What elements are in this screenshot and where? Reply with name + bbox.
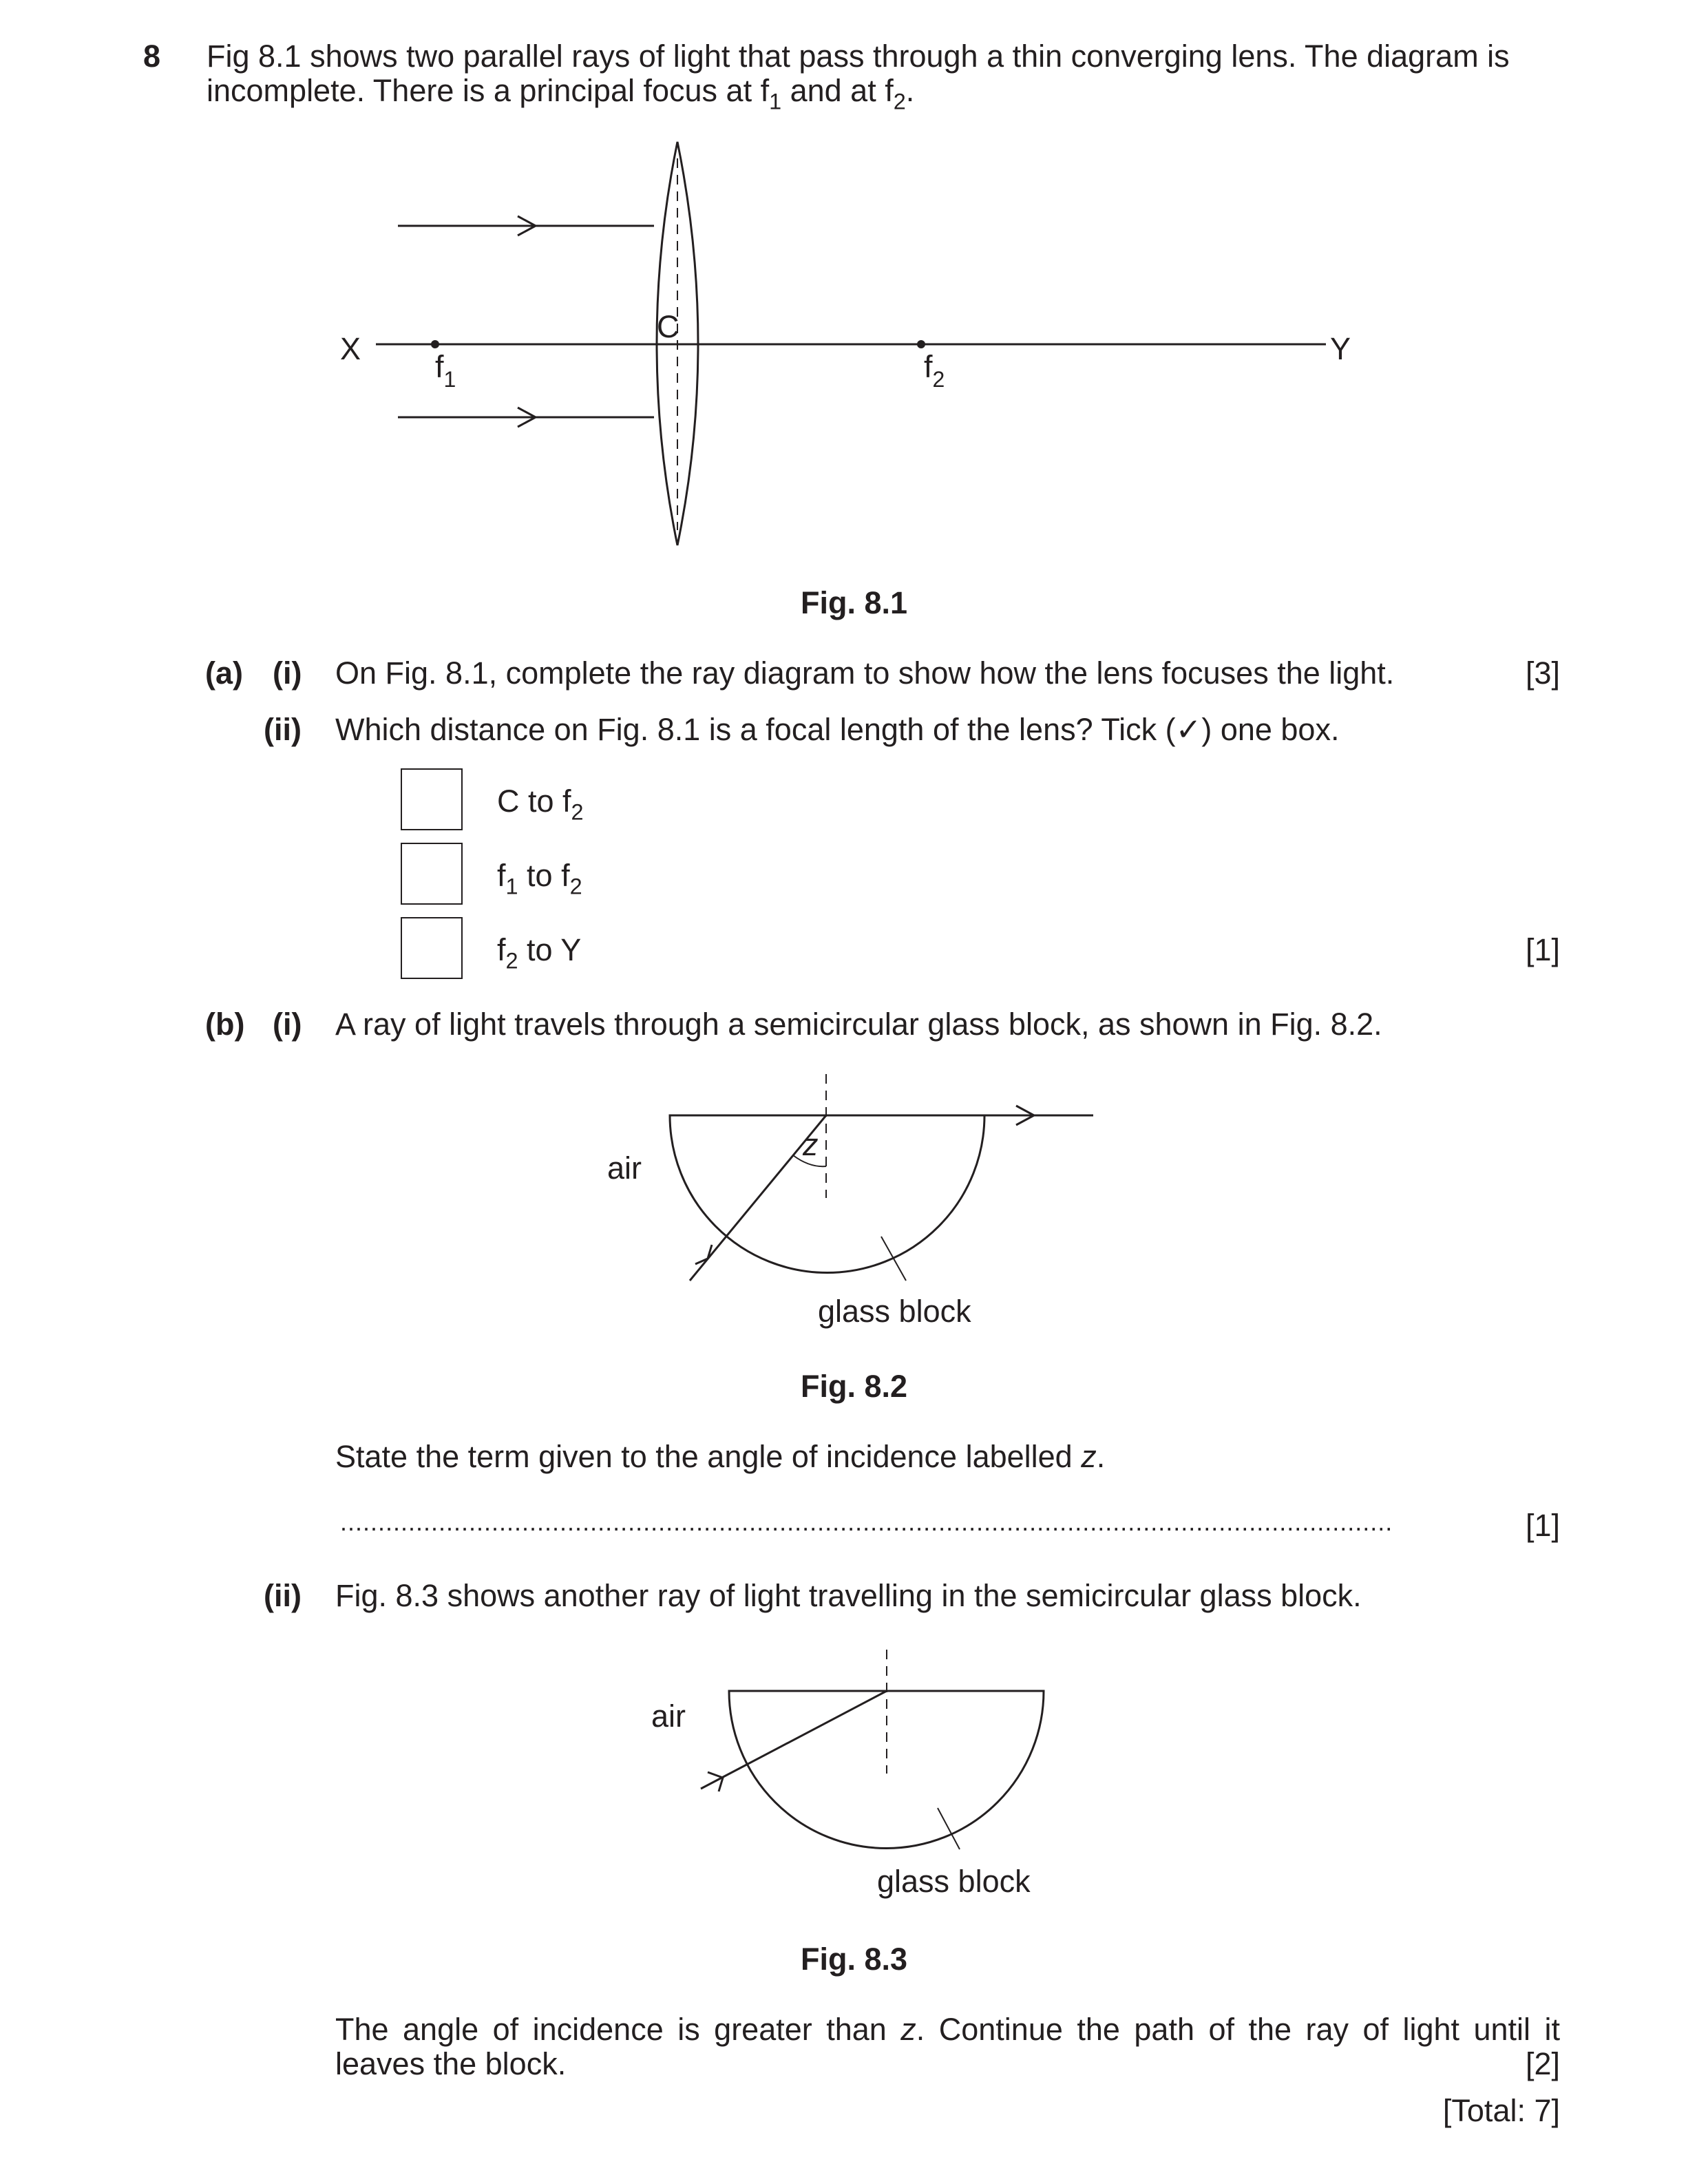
intro-line-1: Fig 8.1 shows two parallel rays of light that pass through a thin converging lens. The diagram is bbox=[207, 39, 1510, 74]
question-number: 8 bbox=[143, 39, 161, 74]
focus-point-f1 bbox=[431, 340, 439, 348]
answer-line[interactable]: ........................................................................................................................................... bbox=[340, 1508, 1393, 1536]
option-c-to-f2: C to $f_2$ bbox=[497, 784, 584, 825]
label-y: Y bbox=[1330, 331, 1351, 366]
part-b-ii-final-line-1: The angle of incidence is greater than z. Continue the path of the ray of light until it bbox=[335, 2012, 1561, 2047]
label-air-1: air bbox=[607, 1150, 642, 1186]
part-a-i-label: (i) bbox=[273, 655, 302, 691]
tickbox-f1-to-f2[interactable] bbox=[401, 843, 463, 905]
lens-diagram[interactable] bbox=[0, 0, 1708, 592]
label-z: z bbox=[803, 1127, 819, 1162]
part-a-i-mark: [3] bbox=[1525, 655, 1560, 691]
intro-line-2: incomplete. There is a principal focus at $f_1$ and at $f_2$. bbox=[207, 73, 915, 114]
part-a-label: (a) bbox=[205, 655, 243, 691]
part-b-ii-label: (ii) bbox=[264, 1578, 302, 1613]
fig-8-1-caption: Fig. 8.1 bbox=[800, 585, 908, 620]
fig-8-3-caption: Fig. 8.3 bbox=[800, 1942, 908, 1977]
tickbox-f2-to-y[interactable] bbox=[401, 917, 463, 979]
glass-block-pointer-2 bbox=[938, 1808, 960, 1849]
focus-point-f2 bbox=[917, 340, 925, 348]
label-glass-block-1: glass block bbox=[818, 1294, 971, 1329]
part-a-ii-mark: [1] bbox=[1525, 932, 1560, 967]
label-glass-block-2: glass block bbox=[877, 1864, 1031, 1899]
label-f1: $f_1$ bbox=[435, 349, 456, 392]
option-f2-to-y: $f_2$ to Y bbox=[497, 932, 582, 974]
part-b-i-mark: [1] bbox=[1525, 1508, 1560, 1543]
incident-ray-arrow-1 bbox=[695, 1245, 712, 1264]
label-x: X bbox=[340, 331, 361, 366]
glass-block-diagram-2 bbox=[0, 1632, 1708, 1907]
total-marks: [Total: 7] bbox=[1442, 2093, 1560, 2128]
glass-block-pointer-1 bbox=[881, 1237, 906, 1281]
part-b-i-question: State the term given to the angle of incidence labelled z. bbox=[335, 1439, 1106, 1474]
label-air-2: air bbox=[651, 1699, 686, 1734]
part-b-i-label: (i) bbox=[273, 1007, 302, 1042]
label-f2: $f_2$ bbox=[924, 349, 945, 392]
tickbox-c-to-f2[interactable] bbox=[401, 768, 463, 830]
part-b-ii-final-line-2: leaves the block. bbox=[335, 2046, 567, 2081]
part-a-i-text: On Fig. 8.1, complete the ray diagram to show how the lens focuses the light. bbox=[335, 655, 1395, 691]
part-b-ii-mark: [2] bbox=[1525, 2046, 1560, 2081]
label-c: C bbox=[657, 309, 679, 344]
part-b-i-text: A ray of light travels through a semicircular glass block, as shown in Fig. 8.2. bbox=[335, 1007, 1382, 1042]
part-a-ii-label: (ii) bbox=[264, 712, 302, 747]
part-b-ii-text: Fig. 8.3 shows another ray of light travelling in the semicircular glass block. bbox=[335, 1578, 1362, 1613]
option-f1-to-f2: $f_1$ to $f_2$ bbox=[497, 858, 582, 899]
glass-block-diagram-1 bbox=[0, 1060, 1708, 1336]
fig-8-2-caption: Fig. 8.2 bbox=[800, 1369, 908, 1404]
part-a-ii-text: Which distance on Fig. 8.1 is a focal length of the lens? Tick (✓) one box. bbox=[335, 712, 1340, 747]
part-b-label: (b) bbox=[205, 1007, 245, 1042]
